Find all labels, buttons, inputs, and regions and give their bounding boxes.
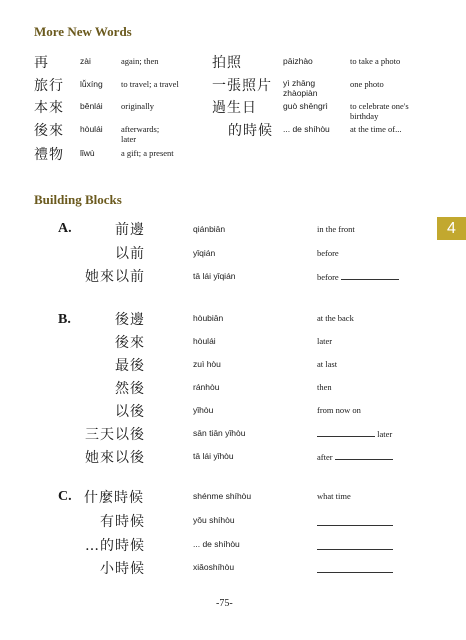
block-hanzi: 什麼時候 bbox=[84, 490, 144, 506]
block-hanzi: 後邊 bbox=[115, 312, 145, 328]
vocab-pinyin: lǐwù bbox=[80, 148, 95, 158]
page-number: -75- bbox=[216, 598, 233, 609]
block-pinyin: ránhòu bbox=[193, 382, 220, 392]
answer-blank bbox=[335, 451, 393, 460]
vocab-hanzi: 本來 bbox=[34, 100, 64, 116]
block-english: at the back bbox=[317, 313, 354, 323]
block-hanzi: 以前 bbox=[115, 246, 145, 262]
vocab-english: to take a photo bbox=[350, 56, 401, 66]
block-pinyin: hòubiān bbox=[193, 313, 224, 323]
block-pinyin: ... de shíhòu bbox=[193, 539, 240, 549]
vocab-pinyin: yì zhāng zhàopiàn bbox=[283, 78, 318, 98]
block-hanzi: 然後 bbox=[115, 381, 145, 397]
vocab-pinyin: lǚxíng bbox=[80, 79, 103, 89]
block-english: then bbox=[317, 382, 332, 392]
vocab-pinyin: guò shēngrì bbox=[283, 101, 328, 111]
vocab-pinyin: ... de shíhòu bbox=[283, 124, 330, 134]
block-pinyin: yǐhòu bbox=[193, 405, 214, 415]
block-hanzi: 小時候 bbox=[100, 561, 145, 577]
vocab-english: to celebrate one's birthday bbox=[350, 101, 409, 121]
block-english: at last bbox=[317, 359, 338, 369]
block-hanzi: 三天以後 bbox=[85, 427, 145, 443]
block-hanzi: …的時候 bbox=[85, 538, 145, 554]
answer-blank bbox=[341, 271, 399, 280]
vocab-pinyin: běnlái bbox=[80, 101, 103, 111]
block-hanzi: 她來以前 bbox=[85, 269, 145, 285]
answer-blank bbox=[317, 537, 393, 555]
block-english: from now on bbox=[317, 405, 361, 415]
vocab-hanzi: 過生日 bbox=[212, 100, 257, 116]
block-hanzi: 最後 bbox=[115, 358, 145, 374]
block-hanzi: 以後 bbox=[115, 404, 145, 420]
block-pinyin: qiánbiān bbox=[193, 224, 226, 234]
block-pinyin: yǒu shíhòu bbox=[193, 515, 235, 525]
block-pinyin: tā lái yǐhòu bbox=[193, 451, 234, 461]
section-letter: C. bbox=[58, 489, 72, 504]
answer-blank bbox=[317, 428, 375, 437]
block-pinyin: tā lái yǐqián bbox=[193, 271, 236, 281]
block-pinyin: yǐqián bbox=[193, 248, 216, 258]
vocab-hanzi: 一張照片 bbox=[212, 78, 272, 94]
block-english: in the front bbox=[317, 224, 355, 234]
block-english: before bbox=[317, 272, 339, 282]
block-english: before bbox=[317, 248, 339, 258]
block-hanzi: 後來 bbox=[115, 335, 145, 351]
block-hanzi: 前邊 bbox=[115, 222, 145, 238]
vocab-hanzi: 後來 bbox=[34, 123, 64, 139]
vocab-pinyin: zài bbox=[80, 56, 91, 66]
block-pinyin: xiǎoshíhòu bbox=[193, 562, 235, 572]
block-english-with-blank bbox=[317, 271, 399, 282]
vocab-english: at the time of... bbox=[350, 124, 402, 134]
block-english: after bbox=[317, 452, 333, 462]
vocab-hanzi: 再 bbox=[34, 55, 49, 71]
section-letter: A. bbox=[58, 221, 72, 236]
vocab-english: one photo bbox=[350, 79, 384, 89]
answer-blank bbox=[317, 513, 393, 531]
vocab-english: again; then bbox=[121, 56, 159, 66]
block-english: later bbox=[317, 336, 333, 346]
section-letter: B. bbox=[58, 312, 71, 327]
vocab-english: originally bbox=[121, 101, 155, 111]
block-pinyin: hòulái bbox=[193, 336, 216, 346]
block-hanzi: 有時候 bbox=[100, 514, 145, 530]
block-pinyin: sān tiān yǐhòu bbox=[193, 428, 246, 438]
block-english: later bbox=[377, 429, 393, 439]
vocab-hanzi: 旅行 bbox=[34, 78, 64, 94]
vocab-hanzi: 拍照 bbox=[212, 55, 242, 71]
vocab-english: a gift; a present bbox=[121, 148, 174, 158]
more-new-words-heading: More New Words bbox=[34, 24, 132, 39]
chapter-tab: 4 bbox=[437, 217, 466, 240]
block-english-with-blank bbox=[317, 428, 392, 439]
vocab-pinyin: hòulái bbox=[80, 124, 103, 134]
block-pinyin: zuì hòu bbox=[193, 359, 221, 369]
vocab-pinyin: pāizhào bbox=[283, 56, 313, 66]
vocab-hanzi: 禮物 bbox=[34, 147, 64, 163]
vocab-english: afterwards; later bbox=[121, 124, 160, 144]
block-english-with-blank bbox=[317, 451, 393, 462]
answer-blank bbox=[317, 560, 393, 578]
building-blocks-heading: Building Blocks bbox=[34, 192, 122, 207]
block-hanzi: 她來以後 bbox=[85, 450, 145, 466]
vocab-english: to travel; a travel bbox=[121, 79, 179, 89]
block-pinyin: shénme shíhòu bbox=[193, 491, 252, 501]
vocab-hanzi: 的時候 bbox=[228, 123, 273, 139]
block-english: what time bbox=[317, 491, 351, 501]
